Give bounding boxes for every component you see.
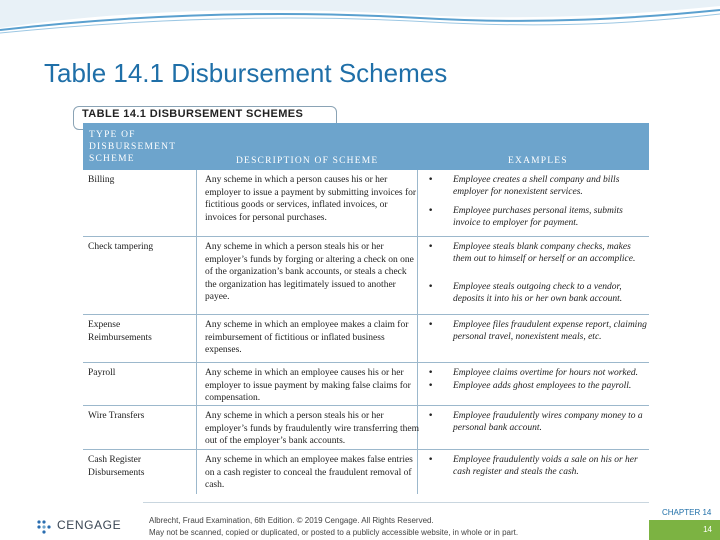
slide-title: Table 14.1 Disbursement Schemes — [44, 58, 448, 88]
header-description: DESCRIPTION OF SCHEME — [236, 156, 379, 166]
scheme-example: Employee adds ghost employees to the payroll. — [453, 381, 632, 391]
scheme-example: Employee steals blank company checks, makes them out to himself or herself or an accomplice. — [453, 242, 636, 264]
scheme-description: Any scheme in which an employee makes false entries on a cash register to conceal the fraudulent removal of cash. — [205, 455, 413, 490]
header-wave-decoration — [0, 0, 720, 40]
scheme-example: Employee claims overtime for hours not worked. — [453, 368, 638, 378]
scheme-description: Any scheme in which a person causes his or her employer to issue a payment by submitting invoices for fictitious goods or services, inflated invoices, or invoices for personal purchases. — [205, 175, 417, 223]
scheme-description: Any scheme in which a person steals his or her employer’s funds by fraudulently wire transferring them out of the employer’s bank accounts. — [205, 411, 420, 446]
table-row — [83, 450, 649, 494]
header-examples: EXAMPLES — [508, 156, 568, 166]
scheme-description: Any scheme in which an employee makes a claim for reimbursement of fictitious or inflated business expenses. — [205, 320, 409, 355]
bullet-icon: • — [428, 320, 434, 330]
copyright-notice — [149, 515, 518, 539]
header-type: TYPE OF DISBURSEMENT SCHEME — [89, 130, 177, 164]
scheme-example: Employee creates a shell company and bills employer for nonexistent services. — [453, 175, 620, 197]
table-row — [83, 237, 649, 315]
footer-divider — [143, 502, 649, 503]
cengage-logo-icon — [35, 518, 55, 534]
page-number: 14 — [703, 525, 712, 534]
bullet-icon: • — [428, 242, 434, 252]
table-row — [83, 315, 649, 363]
bullet-icon: • — [428, 368, 434, 378]
copyright-line: May not be scanned, copied or duplicated, or posted to a publicly accessible website, in whole or in part. — [149, 528, 519, 537]
copyright-line: Albrecht, Fraud Examination, 6th Edition. © 2019 Cengage. All Rights Reserved. — [149, 516, 434, 525]
scheme-example: Employee files fraudulent expense report, claiming personal travel, nonexistent meals, etc. — [453, 320, 647, 342]
table-row — [83, 406, 649, 450]
chapter-label: CHAPTER 14 — [662, 508, 712, 517]
bullet-icon: • — [428, 411, 434, 421]
scheme-type: Billing — [88, 175, 115, 185]
scheme-example: Employee steals outgoing check to a vendor, deposits it into his or her own bank account. — [453, 282, 623, 304]
bullet-icon: • — [428, 282, 434, 292]
table-row — [83, 170, 649, 237]
scheme-example: Employee fraudulently wires company money to a personal bank account. — [453, 411, 643, 433]
bullet-icon: • — [428, 206, 434, 216]
bullet-icon: • — [428, 175, 434, 185]
scheme-type: Payroll — [88, 368, 116, 378]
table-row — [83, 363, 649, 406]
scheme-example: Employee purchases personal items, submits invoice to employer for payment. — [453, 206, 623, 228]
scheme-type: Cash Register Disbursements — [88, 455, 145, 478]
bullet-icon: • — [428, 455, 434, 465]
scheme-type: Check tampering — [88, 242, 154, 252]
scheme-description: Any scheme in which an employee causes his or her employer to issue payment by making false claims for compensation. — [205, 368, 411, 403]
scheme-type: Expense Reimbursements — [88, 320, 152, 343]
bullet-icon: • — [428, 381, 434, 391]
scheme-description: Any scheme in which a person steals his or her employer’s funds by forging or altering a check on one of the organization’s bank accounts, or steals a check the organization has legitimately issued to another payee. — [205, 242, 414, 302]
scheme-type: Wire Transfers — [88, 411, 145, 421]
table-header-row — [83, 123, 649, 170]
brand-name: CENGAGE — [57, 518, 122, 532]
table-caption: TABLE 14.1 DISBURSEMENT SCHEMES — [82, 108, 304, 120]
disbursement-schemes-table — [83, 123, 649, 494]
page-number-box — [649, 520, 720, 540]
scheme-example: Employee fraudulently voids a sale on his or her cash register and steals the cash. — [453, 455, 638, 477]
